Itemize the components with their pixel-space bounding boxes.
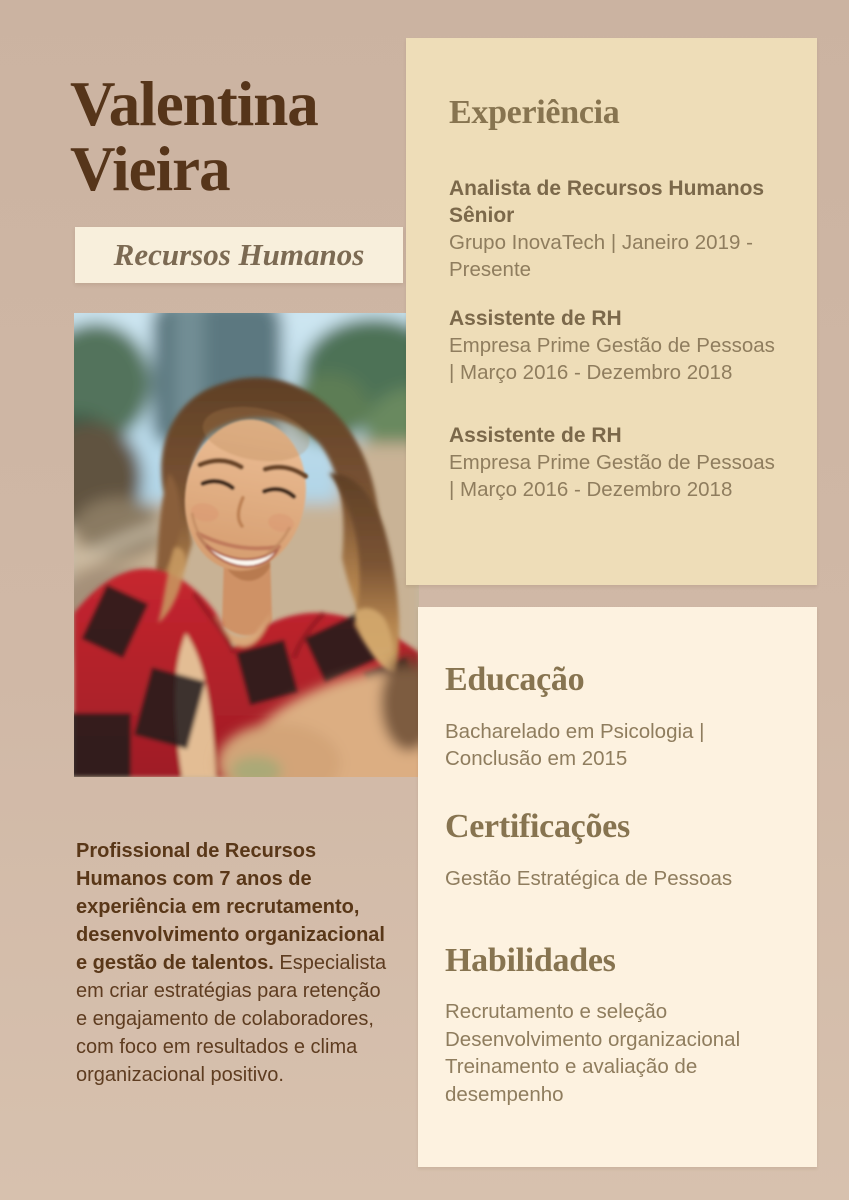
candidate-title-box xyxy=(75,227,403,283)
skill-item: Desenvolvimento organizacional xyxy=(445,1027,741,1051)
job-role: Assistente de RH xyxy=(449,307,622,330)
summary-bold-text: Profissional de Recursos Humanos com 7 anos de experiência em recrutamento, desenvolvimento organizacional e gestão de talentos. xyxy=(76,840,385,974)
details-panel xyxy=(418,607,817,1167)
summary-regular-text: Especialista em criar estratégias para retenção e engajamento de colaboradores, com foco em resultados e clima organizacional positivo. xyxy=(76,952,387,1086)
candidate-name: Valentina Vieira xyxy=(70,69,318,204)
experience-entry xyxy=(449,175,785,283)
profile-photo xyxy=(74,313,419,777)
education-heading: Educação xyxy=(445,661,585,698)
job-details: Empresa Prime Gestão de Pessoas | Março 2016 - Dezembro 2018 xyxy=(449,451,775,501)
skill-item: Treinamento e avaliação de desempenho xyxy=(445,1055,698,1106)
job-details: Grupo InovaTech | Janeiro 2019 - Presente xyxy=(449,231,753,281)
skills-heading: Habilidades xyxy=(445,942,616,979)
job-details: Empresa Prime Gestão de Pessoas | Março 2016 - Dezembro 2018 xyxy=(449,334,775,384)
experience-entry xyxy=(449,305,785,386)
experience-entry xyxy=(449,422,785,503)
experience-panel xyxy=(406,38,817,585)
candidate-title: Recursos Humanos xyxy=(113,237,365,272)
profile-photo-illustration xyxy=(74,313,419,777)
summary-paragraph xyxy=(76,837,394,1089)
certifications-heading: Certificações xyxy=(445,808,630,845)
skill-item: Recrutamento e seleção xyxy=(445,1000,668,1023)
job-role: Analista de Recursos Humanos Sênior xyxy=(449,177,765,227)
skills-list xyxy=(445,998,779,1108)
experience-heading: Experiência xyxy=(449,94,620,131)
certification-detail: Gestão Estratégica de Pessoas xyxy=(445,867,733,890)
education-detail: Bacharelado em Psicologia | Conclusão em 2015 xyxy=(445,720,705,770)
job-role: Assistente de RH xyxy=(449,424,622,447)
